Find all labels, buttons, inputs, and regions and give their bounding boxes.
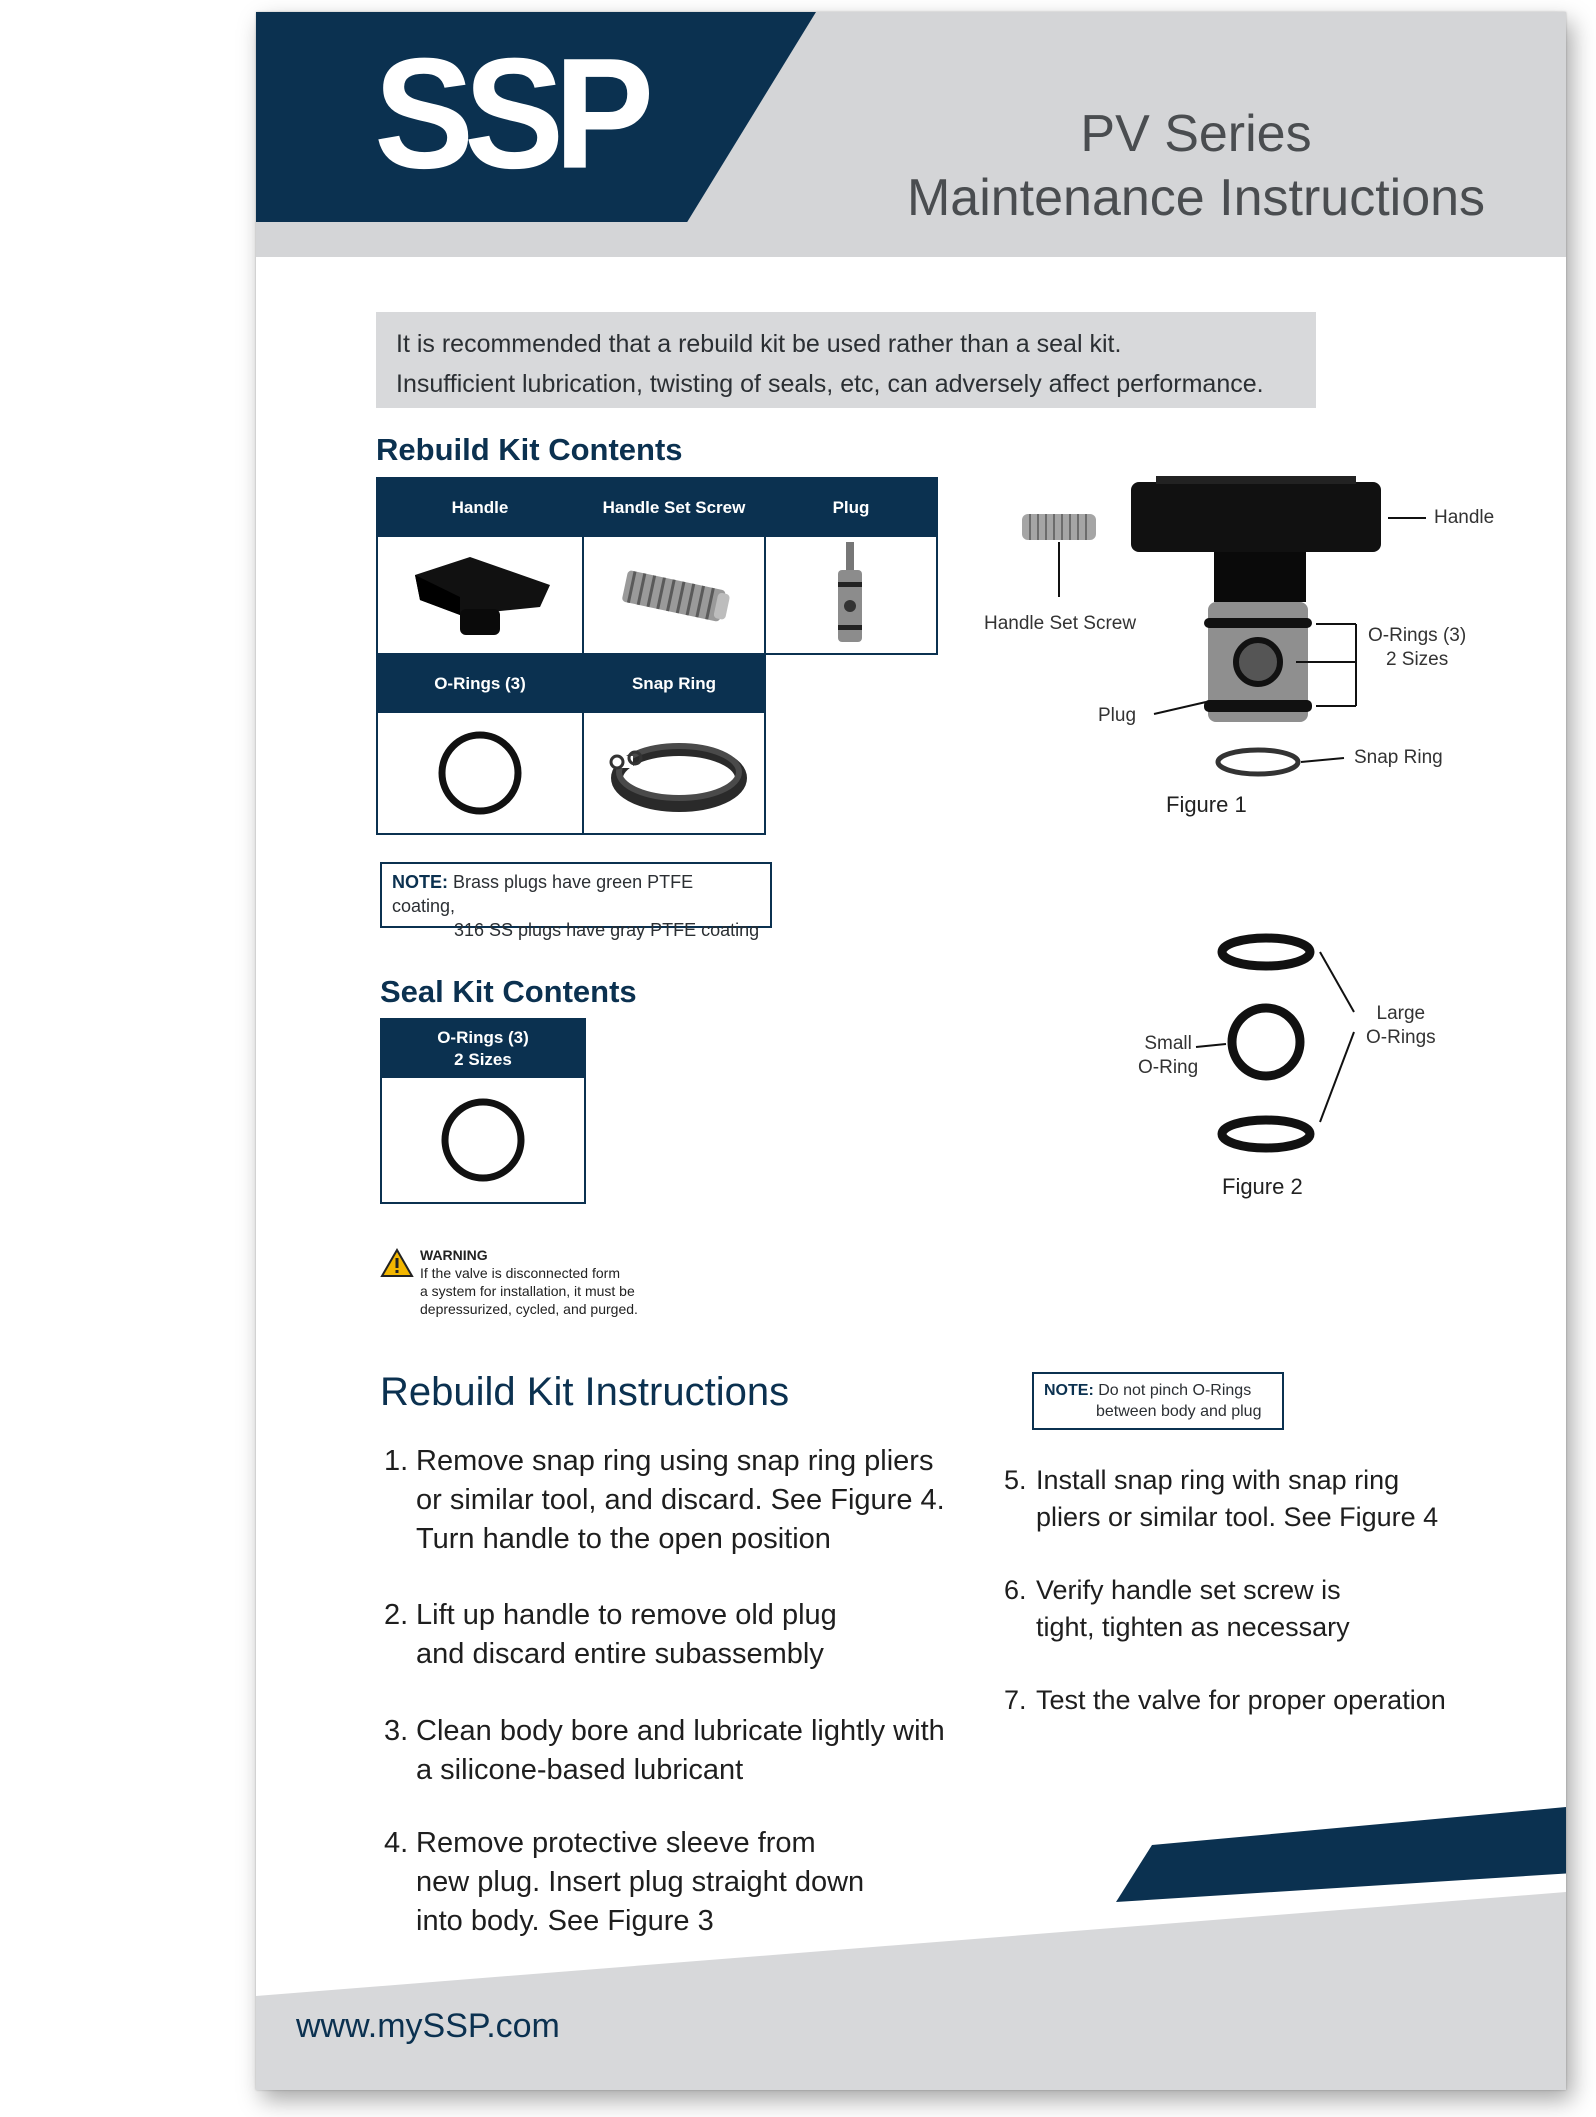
note-line-1: Brass plugs have green PTFE coating, — [392, 872, 694, 916]
seal-kit-cell-label — [382, 1020, 584, 1078]
warning-line-2: a system for installation, it must be — [420, 1283, 635, 1299]
step-line: Test the valve for proper operation — [1036, 1685, 1446, 1715]
document-sheet — [256, 12, 1566, 2090]
fig1-label-o-rings-line-1: O-Rings (3) — [1368, 625, 1467, 646]
footer-accent-band — [1116, 1807, 1566, 1902]
handle-icon — [400, 545, 560, 645]
step-line: a silicone-based lubricant — [416, 1754, 744, 1786]
step-number: 6. — [1004, 1575, 1027, 1605]
fig2-label-small-line-2: O-Ring — [1138, 1057, 1199, 1078]
rebuild-kit-title: Rebuild Kit Contents — [376, 432, 683, 467]
step-line: Clean body bore and lubricate lightly with — [416, 1715, 945, 1747]
kit-cell-label: Plug — [766, 479, 936, 537]
instructions-title: Rebuild Kit Instructions — [380, 1370, 790, 1414]
title-line-1: PV Series — [1080, 105, 1312, 163]
fig1-label-set-screw: Handle Set Screw — [984, 613, 1137, 634]
kit-cell-set-screw — [582, 477, 766, 655]
title-line-2: Maintenance Instructions — [906, 169, 1486, 227]
seal-kit-label-line-1: O-Rings (3) — [437, 1028, 529, 1047]
figure-1 — [776, 452, 1556, 852]
warning-line-1: If the valve is disconnected form — [420, 1265, 620, 1281]
step-2 — [384, 1596, 837, 1674]
step-line: Verify handle set screw is — [1036, 1575, 1341, 1605]
step-line: or similar tool, and discard. See Figure 4. — [416, 1484, 945, 1516]
fig2-label-large-line-2: O-Rings — [1366, 1027, 1436, 1048]
step-number: 1. — [384, 1445, 409, 1477]
fig2-label-large-line-1: Large — [1376, 1003, 1426, 1024]
step-number: 5. — [1004, 1465, 1027, 1495]
step-number: 3. — [384, 1715, 409, 1747]
figure-2 — [1076, 912, 1536, 1212]
step-number: 2. — [384, 1599, 409, 1631]
step-6 — [1004, 1572, 1350, 1646]
fig1-label-plug: Plug — [1098, 705, 1137, 726]
fig1-label-o-rings-line-2: 2 Sizes — [1385, 649, 1449, 670]
note-line-2: between body and plug — [1096, 1403, 1262, 1420]
step-line: new plug. Insert plug straight down — [416, 1866, 865, 1898]
step-1 — [384, 1442, 945, 1559]
ptfe-coating-note — [380, 862, 772, 940]
o-ring-icon — [433, 1090, 533, 1190]
step-line: tight, tighten as necessary — [1036, 1612, 1350, 1642]
step-4 — [384, 1824, 865, 1941]
kit-cell-label: O-Rings (3) — [378, 655, 582, 713]
step-line: into body. See Figure 3 — [416, 1905, 714, 1937]
step-3 — [384, 1712, 945, 1790]
warning-block — [380, 1246, 680, 1318]
fig1-label-o-rings — [1368, 624, 1466, 672]
kit-cell-label: Handle Set Screw — [584, 479, 764, 537]
seal-kit-label-line-2: 2 Sizes — [454, 1050, 512, 1069]
website-url[interactable]: www.mySSP.com — [296, 2007, 560, 2045]
fig1-label-snap-ring: Snap Ring — [1354, 747, 1443, 768]
o-ring-pinch-note — [1032, 1372, 1284, 1430]
kit-cell-handle — [376, 477, 584, 655]
seal-kit-title: Seal Kit Contents — [380, 974, 637, 1009]
note-label: NOTE: — [1044, 1382, 1094, 1399]
intro-box — [376, 312, 1316, 408]
fig2-label-large — [1366, 1002, 1436, 1050]
step-number: 7. — [1004, 1685, 1027, 1715]
step-line: Remove snap ring using snap ring pliers — [416, 1445, 934, 1477]
step-line: Install snap ring with snap ring — [1036, 1465, 1400, 1495]
note-line-2: 316 SS plugs have gray PTFE coating — [454, 920, 760, 940]
step-line: and discard entire subassembly — [416, 1638, 824, 1670]
step-line: Lift up handle to remove old plug — [416, 1599, 837, 1631]
step-line: Remove protective sleeve from — [416, 1827, 816, 1859]
note-line-1: Do not pinch O-Rings — [1098, 1382, 1252, 1399]
intro-line-1: It is recommended that a rebuild kit be used rather than a seal kit. — [396, 330, 1122, 358]
warning-line-3: depressurized, cycled, and purged. — [420, 1301, 638, 1317]
step-5 — [1004, 1462, 1439, 1536]
warning-title: WARNING — [420, 1247, 488, 1263]
kit-cell-label: Snap Ring — [584, 655, 764, 713]
seal-kit-cell-o-rings — [380, 1018, 586, 1204]
note-label: NOTE: — [392, 872, 448, 892]
kit-cell-o-rings — [376, 653, 584, 835]
warning-icon — [380, 1248, 414, 1278]
kit-cell-snap-ring — [582, 653, 766, 835]
fig1-label-handle: Handle — [1434, 507, 1495, 528]
intro-line-2: Insufficient lubrication, twisting of seals, etc, can adversely affect performance. — [396, 370, 1264, 398]
ssp-logo: SSP — [374, 24, 645, 202]
o-ring-icon — [430, 723, 530, 823]
kit-cell-label: Handle — [378, 479, 582, 537]
step-line: pliers or similar tool. See Figure 4 — [1036, 1502, 1439, 1532]
fig2-label-small — [1138, 1032, 1198, 1080]
step-line: Turn handle to the open position — [416, 1523, 831, 1555]
step-7 — [1004, 1682, 1446, 1719]
page-title — [896, 102, 1496, 230]
fig2-label-small-line-1: Small — [1144, 1033, 1192, 1054]
step-number: 4. — [384, 1827, 409, 1859]
figure-1-caption: Figure 1 — [1166, 792, 1247, 817]
figure-2-caption: Figure 2 — [1222, 1174, 1303, 1199]
set-screw-icon — [609, 555, 739, 635]
snap-ring-icon — [599, 728, 749, 818]
